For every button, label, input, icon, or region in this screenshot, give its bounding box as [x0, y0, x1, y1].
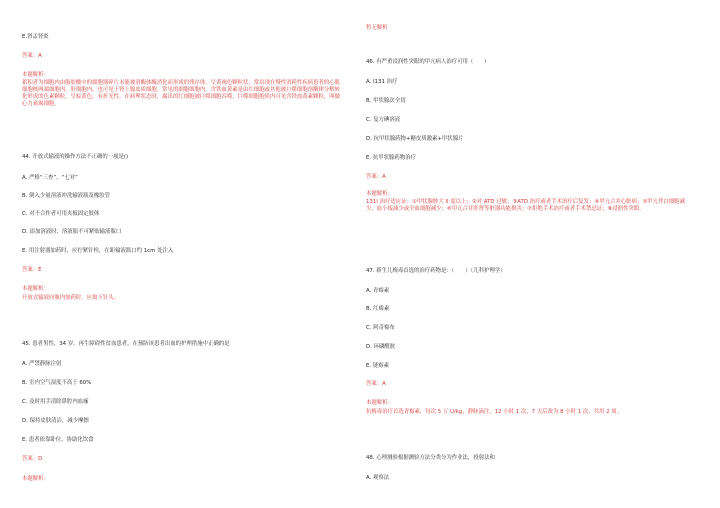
- question-44-stem: 44. 开放式输液的操作方法不正确的一项是(): [22, 154, 129, 160]
- q46-option-e: E. 抗甲状腺药物治疗: [366, 155, 416, 161]
- q44-explanation-heading: 本题解析：: [22, 286, 49, 292]
- q44-option-c: C. 对不合作者可用夹板固定肢体: [22, 211, 100, 217]
- q46-option-a: A. I131 治疗: [366, 79, 398, 85]
- q44-explanation-text: 开放式输液向瓶内加药时，应取下针头。: [22, 295, 120, 301]
- q45-option-e: E. 患者依靠卧位、协助化饮食: [22, 437, 94, 443]
- q46-explanation-heading: 本题解析：: [366, 191, 393, 197]
- q47-answer: 答案：A: [366, 381, 386, 387]
- q46-explanation-text: 131I 治疗适应证：①甲状腺肿大 II 度以上；②对 ATD 过敏；③ATD 治疗或者手术治疗后复发；④甲亢合并心脏病；⑤甲亢伴白细胞减少、血小板减少或全血细胞减少；⑥甲亢合并肝肾等脏器功能损害；⑦拒绝手术治疗或者手术禁忌证；⑧浸润性突眼。: [366, 199, 685, 212]
- q45-option-c: C. 及时用手清除鼻腔内血痂: [22, 399, 89, 405]
- question-48-stem: 48. 心理测验根据测验方法分类分为作业法，投射法和: [366, 455, 495, 461]
- q44-option-b: B. 倒入少量溶液冲洗输液瓶及橡胶管: [22, 193, 110, 199]
- q45-option-b: B. 室内空气湿度不高于 60%: [22, 380, 92, 386]
- q46-option-d: D. 抗甲状腺药物+糖皮质激素+甲状腺片: [366, 136, 464, 142]
- question-45-stem: 45. 患者男性，34 岁。再生障碍性贫血患者，在预防该患者出血的护理措施中正确的是: [22, 341, 230, 347]
- no-explanation-note: 暂无解析: [366, 25, 388, 31]
- q47-option-a: A. 青霉素: [366, 288, 390, 294]
- q47-option-d: D. 环磷酰胺: [366, 344, 396, 350]
- q44-option-a: A. 严格“三查”、“七对”: [22, 175, 78, 181]
- q45-option-a: A. 严禁静脉注射: [22, 361, 62, 367]
- q48-option-a: A. 观察法: [366, 475, 390, 481]
- q47-option-b: B. 红霉素: [366, 306, 390, 312]
- q46-answer: 答案：A: [366, 174, 386, 180]
- question-46-stem: 46. 有严重浸润性突眼的甲亢病人治疗可用（ ）: [366, 59, 490, 65]
- q46-option-b: B. 甲状腺次全切: [366, 98, 406, 104]
- q44-option-e: E. 用注射器加药时，应拧紧针栓，在距输液瓶口约 1cm 处注入: [22, 248, 174, 254]
- q47-explanation-heading: 本题解析：: [366, 400, 393, 406]
- answer-label: 答案：A: [22, 53, 42, 59]
- q46-option-c: C. 复方碘溶液: [366, 117, 401, 123]
- q45-answer: 答案：D: [22, 456, 43, 462]
- question-47-stem: 47. 新生儿梅毒首选的治疗药物是：（ ）（儿科护理学）: [366, 268, 506, 274]
- q45-explanation-heading: 本题解析：: [22, 476, 49, 482]
- q47-explanation-text: 抗梅毒治疗首选青霉素，每次 5 万 U/kg，静脉滴注，12 小时 1 次，7 天后改为 8 小时 1 次，共用 2 周。: [366, 409, 623, 415]
- q47-option-e: E. 链霉素: [366, 363, 390, 369]
- q45-option-d: D. 保持皮肤清洁，减少摩擦: [22, 418, 89, 424]
- q47-option-c: C. 阿奇霉布: [366, 325, 395, 331]
- q44-option-d: D. 添加溶液时，溶液瓶不可紧贴输液瓶口: [22, 229, 122, 235]
- q44-answer: 答案：E: [22, 267, 42, 273]
- explanation-text: 蓄积者为细胞内由脂肪酸中的细胞器碎片未能被溶酶体酶消化而形成的残存体，呈黄褐色颗粒状，常出现在慢性消耗性疾病患者的心肌细胞核两端细胞内。肝细胞内，也可见于肾上腺皮质细胞。常见的细胞细胞内，含铁血黄素是由红细胞或其他被巨噬细胞溶酶体分解转化形成的色素颗粒，呈棕黄色，有折光性。在病理状态时，漏出的红细胞被巨噬细胞吞噬，巨噬细胞胞质内可见含铁血黄素颗粒，叫做心力衰竭细胞。: [22, 80, 341, 107]
- option-e: E.肾盂肾炎: [22, 34, 49, 40]
- explanation-heading: 本题解析：: [22, 72, 49, 78]
